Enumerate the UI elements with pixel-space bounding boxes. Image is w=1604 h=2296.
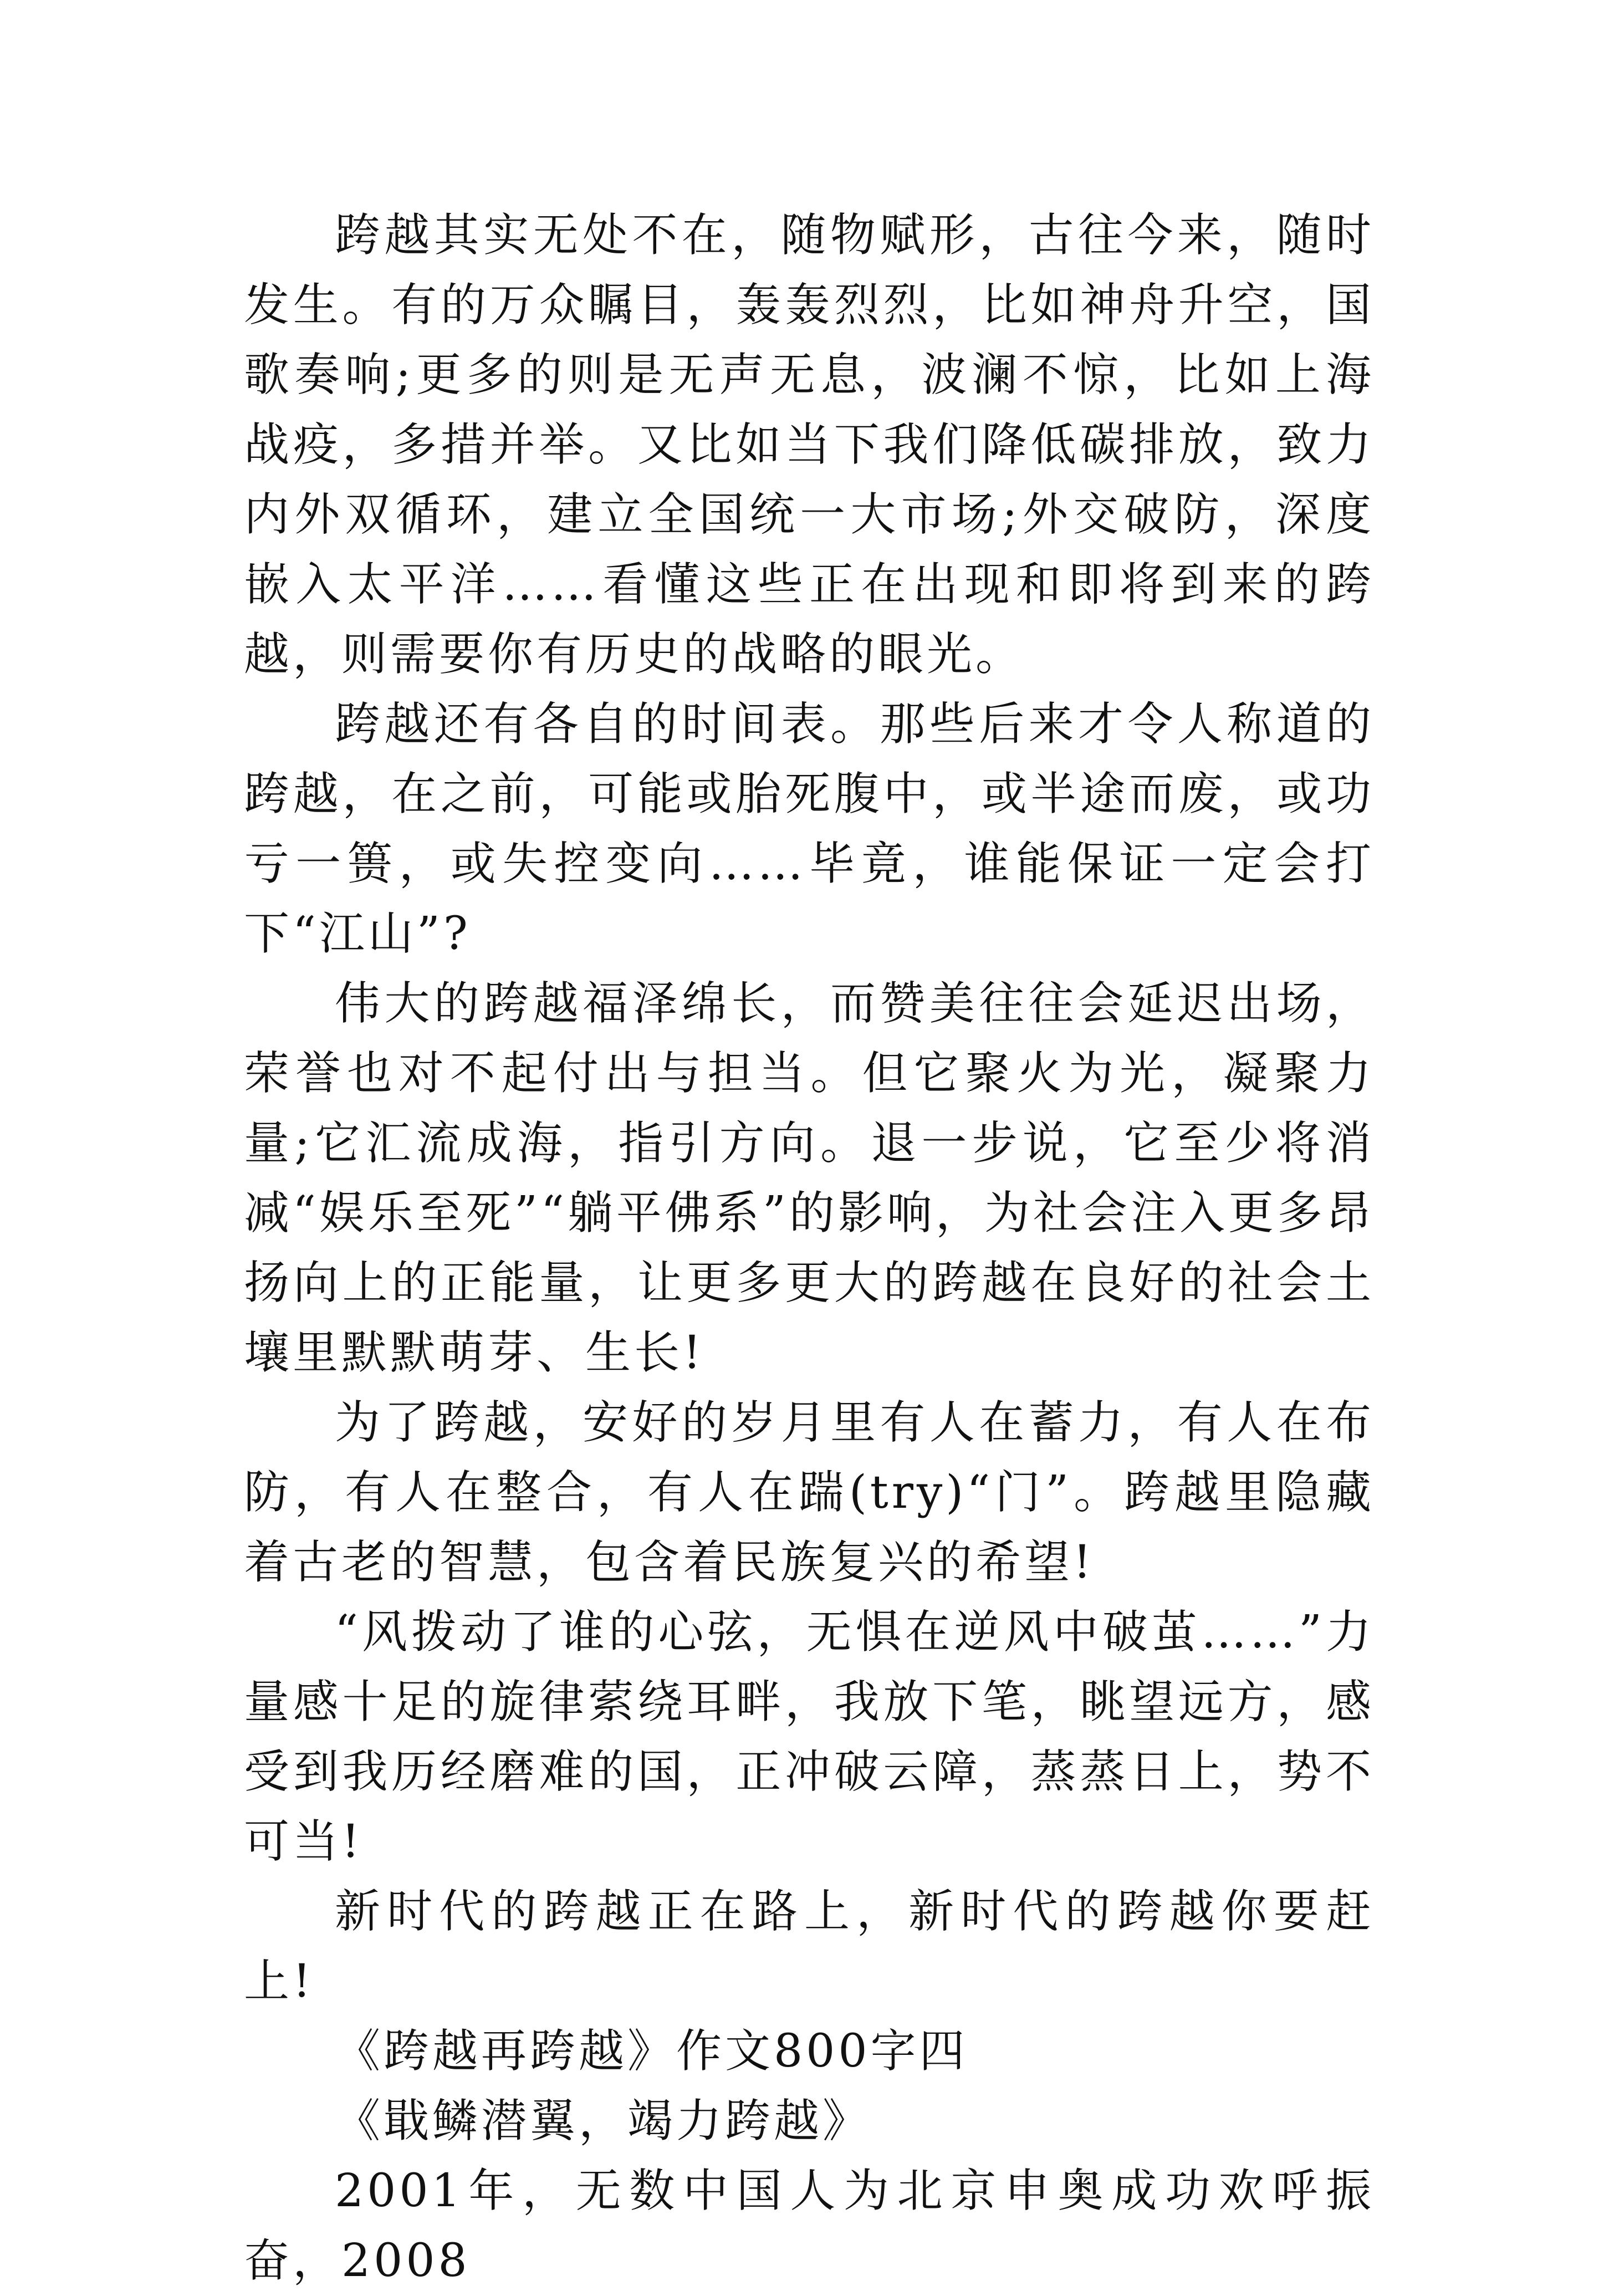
paragraph-for-crossing: 为了跨越，安好的岁月里有人在蓄力，有人在布防，有人在整合，有人在踹(try)“门”。跨越里隐藏着古老的智慧，包含着民族复兴的希望! <box>244 1396 1375 1589</box>
essay-title-line: 《跨越再跨越》作文800字四 <box>335 2025 968 2078</box>
paragraph-new-era: 新时代的跨越正在路上，新时代的跨越你要赶上! <box>244 1885 1375 2008</box>
paragraph-2001-olympics: 2001年，无数中国人为北京申奥成功欢呼振奋，2008 <box>244 2165 1375 2287</box>
paragraph-crossing-timetable: 跨越还有各自的时间表。那些后来才令人称道的跨越，在之前，可能或胎死腹中，或半途而废，或功亏一篑，或失控变向……毕竟，谁能保证一定会打下“江山”? <box>244 698 1375 960</box>
paragraph-song-quote: “风拨动了谁的心弦，无惧在逆风中破茧……”力量感十足的旋律萦绕耳畔，我放下笔，眺望远方，感受到我历经磨难的国，正冲破云障，蒸蒸日上，势不可当! <box>244 1606 1375 1868</box>
article-body <box>244 201 1375 2296</box>
essay-subtitle-line: 《戢鳞潜翼，竭力跨越》 <box>335 2095 872 2147</box>
paragraph-great-crossing: 伟大的跨越福泽绵长，而赞美往往会延迟出场，荣誉也对不起付出与担当。但它聚火为光，凝聚力量;它汇流成海，指引方向。退一步说，它至少将消减“娱乐至死”“躺平佛系”的影响，为社会注入更多昂扬向上的正能量，让更多更大的跨越在良好的社会土壤里默默萌芽、生长! <box>244 977 1375 1379</box>
paragraph-crossing-everywhere: 跨越其实无处不在，随物赋形，古往今来，随时发生。有的万众瞩目，轰轰烈烈，比如神舟升空，国歌奏响;更多的则是无声无息，波澜不惊，比如上海战疫，多措并举。又比如当下我们降低碳排放，致力内外双循环，建立全国统一大市场;外交破防，深度嵌入太平洋……看懂这些正在出现和即将到来的跨越，则需要你有历史的战略的眼光。 <box>244 209 1375 681</box>
